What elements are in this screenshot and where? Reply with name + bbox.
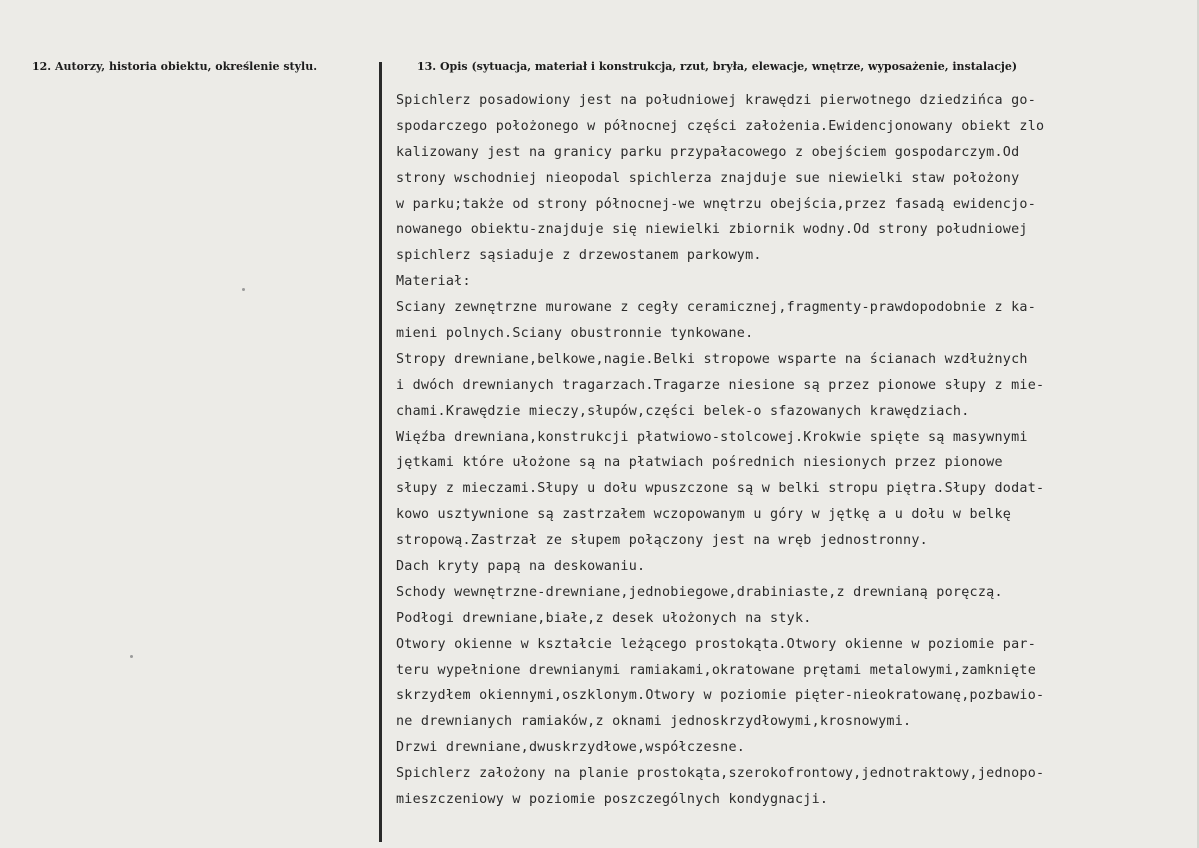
text-line: Stropy drewniane,belkowe,nagie.Belki stropowe wsparte na ścianach wzdłużnych	[396, 351, 1028, 367]
section-13-header: 13. Opis (sytuacja, materiał i konstrukcja, rzut, bryła, elewacje, wnętrze, wyposażenie, instalacje)	[417, 60, 1018, 73]
text-line: Dach kryty papą na deskowaniu.	[396, 559, 646, 575]
paper-speck	[242, 288, 245, 291]
text-line: i dwóch drewnianych tragarzach.Tragarze niesione są przez pionowe słupy z mie-	[396, 377, 1045, 393]
text-line: chami.Krawędzie mieczy,słupów,części belek-o sfazowanych krawędziach.	[396, 403, 970, 419]
text-line: mieni polnych.Sciany obustronnie tynkowane.	[396, 326, 754, 342]
text-line: kowo usztywnione są zastrzałem wczopowanym u góry w jętkę a u dołu w belkę	[396, 507, 1012, 523]
text-line: ne drewnianych ramiaków,z oknami jednoskrzydłowymi,krosnowymi.	[396, 714, 912, 730]
column-divider	[379, 62, 382, 842]
text-line: Otwory okienne w kształcie leżącego prostokąta.Otwory okienne w poziomie par-	[396, 636, 1037, 652]
text-line: Drzwi drewniane,dwuskrzydłowe,współczesne.	[396, 740, 746, 756]
text-line: Sciany zewnętrzne murowane z cegły ceramicznej,fragmenty-prawdopodobnie z ka-	[396, 300, 1037, 316]
text-line: Spichlerz założony na planie prostokąta,szerokofrontowy,jednotraktowy,jednopo-	[396, 766, 1045, 782]
text-line: stropową.Zastrzał ze słupem połączony jest na wręb jednostronny.	[396, 533, 928, 549]
text-line: Materiał:	[396, 274, 471, 290]
text-line: nowanego obiektu-znajduje się niewielki zbiornik wodny.Od strony południowej	[396, 222, 1028, 238]
text-line: Spichlerz posadowiony jest na południowej krawędzi pierwotnego dziedzińca go-	[396, 93, 1037, 108]
paper-speck	[130, 655, 133, 658]
description-text	[396, 88, 1171, 813]
text-line: skrzydłem okiennymi,oszklonym.Otwory w poziomie pięter-nieokratowanę,pozbawio-	[396, 688, 1045, 704]
text-line: Schody wewnętrzne-drewniane,jednobiegowe,drabiniaste,z drewnianą poręczą.	[396, 584, 1003, 600]
text-line: kalizowany jest na granicy parku przypałacowego z obejściem gospodarczym.Od	[396, 144, 1020, 160]
text-line: teru wypełnione drewnianymi ramiakami,okratowane prętami metalowymi,zamknięte	[396, 662, 1037, 678]
text-line: mieszczeniowy w poziomie poszczególnych kondygnacji.	[396, 792, 829, 808]
text-line: jętkami które ułożone są na płatwiach pośrednich niesionych przez pionowe	[396, 455, 1003, 471]
text-line: strony wschodniej nieopodal spichlerza znajduje sue niewielki staw położony	[396, 170, 1020, 186]
text-line: słupy z mieczami.Słupy u dołu wpuszczone są w belki stropu piętra.Słupy dodat-	[396, 481, 1045, 497]
text-line: spichlerz sąsiaduje z drzewostanem parkowym.	[396, 248, 762, 264]
text-line: Więźba drewniana,konstrukcji płatwiowo-stolcowej.Krokwie spięte są masywnymi	[396, 429, 1028, 445]
text-line: Podłogi drewniane,białe,z desek ułożonych na styk.	[396, 610, 812, 626]
text-line: w parku;także od strony północnej-we wnętrzu obejścia,przez fasadą ewidencjo-	[396, 196, 1037, 212]
text-line: spodarczego położonego w północnej części założenia.Ewidencjonowany obiekt zlo	[396, 118, 1045, 134]
section-12-header: 12. Autorzy, historia obiektu, określenie stylu.	[32, 60, 318, 73]
left-column	[0, 0, 380, 848]
